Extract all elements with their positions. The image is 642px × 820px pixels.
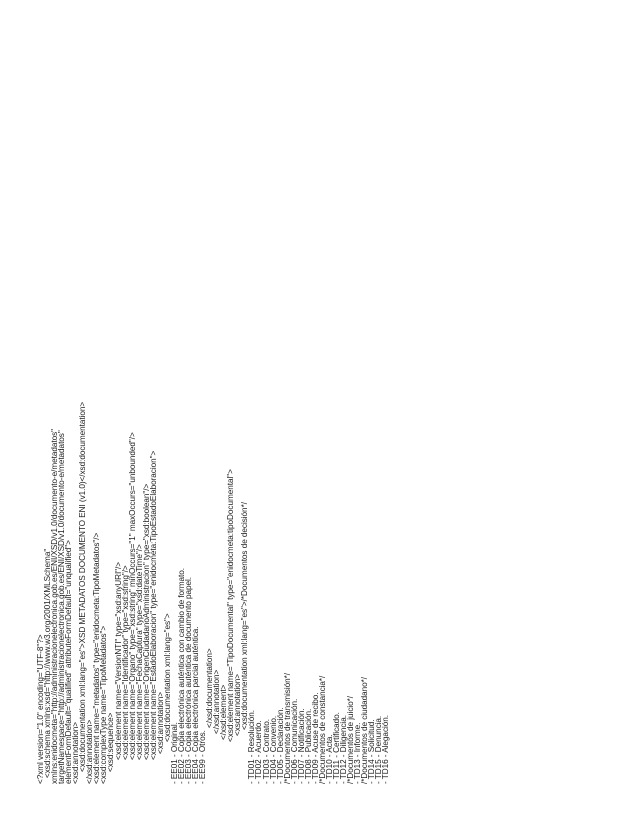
xml-declaration: <?xml version="1.0" encoding="UTF-8"?> (36, 634, 45, 784)
schema-open: <xsd:schema xmlns:xsd="http://www.w3.org/2001/XMLSchema" (43, 548, 53, 778)
tipo-item: - TD03 - Contrato. (261, 719, 271, 784)
tipo-item: - TD07 - Notificación. (296, 708, 306, 784)
element-version-nti: <xsd:element name="VersionNTI" type="xsd:anyURI"/> (113, 562, 123, 760)
element-origen: <xsd:element name="OrigenCiudadanoAdministracion" type="xsd:boolean"/> (141, 483, 151, 760)
annotation-close: </xsd:annotation> (85, 719, 95, 784)
tipo-item: - TD12 - Diligencia. (339, 715, 349, 784)
tipo-item: - TD05 - Declaración. (275, 707, 285, 784)
schema-ns-enidocmeta: xmlns:enidocmeta="http://administracionelectronica.gob.es/ENI/XSD/v1.0/documento-e/metadatos" (50, 428, 60, 784)
element-tipo-documental: <xsd:element name="TipoDocumental" type="enidocmeta:tipoDocumental"> (226, 469, 236, 742)
rotated-xsd-listing (37, 24, 389, 784)
annotation-open: <xsd:annotation> (71, 721, 81, 784)
estado-item: - EE99 - Otros. (198, 730, 208, 784)
estado-item: - EE02 - Copia electrónica auténtica con cambio de formato. (176, 568, 186, 784)
element-estado-elaboracion: <xsd:element name="EstadoElaboracion" type="enidocmeta:TipoEstadoElaboracion"> (148, 450, 158, 760)
tipo-annotation-open: <xsd:annotation> (233, 673, 243, 736)
tipo-item: - TD15 - Denuncia. (374, 715, 384, 784)
tipo-item: - TD08 - Publicación. (303, 708, 313, 784)
tipo-category-comment: /*Documentos de transmisión*/ (282, 673, 292, 784)
estado-documentation-close: </xsd:documentation> (205, 648, 215, 728)
tipo-item: - TD11 - Certificado. (331, 712, 341, 784)
tipo-item: - TD06 - Comunicación. (289, 698, 299, 784)
estado-element-close: </xsd:element> (219, 684, 229, 740)
tipo-item: - TD04 - Convenio. (268, 715, 278, 784)
estado-annotation-open: <xsd:annotation> (155, 691, 165, 754)
complex-type-open: <xsd:complexType name="TipoMetadatos"> (99, 625, 109, 784)
tipo-item: - TD02 - Acuerdo. (254, 720, 264, 784)
estado-item: - EE03 - Copia electrónica auténtica de documento papel. (183, 576, 193, 784)
schema-title-documentation: <xsd:documentation xml:lang="es">XSD METADATOS DOCUMENTO ENI (v1.0)</xsd:documentation> (78, 401, 88, 772)
tipo-category-comment: /*Documentos de constancia*/ (317, 675, 327, 784)
schema-target-namespace: targetNamespace="http://administracionelectronica.gob.es/ENI/XSD/v1.0/documento-e/metadatos" (57, 430, 67, 784)
schema-form-defaults: elementFormDefault="qualified" attributeFormDefault="unqualified"> (64, 540, 74, 784)
tipo-item: - TD01 - Resolución. (247, 710, 257, 784)
tipo-item: - TD16 - Alegación. (381, 715, 391, 784)
element-organo: <xsd:element name="Organo" type="xsd:string" minOccurs="1" maxOccurs="unbounded"/> (127, 432, 137, 760)
tipo-item: - TD10 - Acta. (324, 734, 334, 784)
tipo-item: - TD09 - Acuse de recibo. (310, 692, 320, 784)
estado-documentation-open: <xsd:documentation xml:lang="es"> (162, 613, 172, 742)
estado-annotation-close: </xsd:annotation> (212, 669, 222, 734)
tipo-category-comment: /*Documentos de ciudadano*/ (360, 677, 370, 784)
element-identificador: <xsd:element name="Identificador" type="xsd:string"/> (120, 565, 130, 760)
tipo-documentation-open: <xsd:documentation xml:lang="es">/*Documentos de decisión*/ (240, 502, 250, 730)
tipo-item: - TD13 - Informe. (353, 722, 363, 784)
element-fecha-captura: <xsd:element name="FechaCaptura" type="xsd:dateTime"/> (134, 544, 144, 760)
tipo-item: - TD14 - Solicitud. (367, 719, 377, 784)
estado-item: - EE04 - Copia electrónica parcial auténtica. (191, 626, 201, 784)
tipo-category-comment: /*Documentos de juicio*/ (346, 696, 356, 784)
metadatos-element: <xsd:element name="metadatos" type="enidocmeta:TipoMetadatos"/> (92, 532, 102, 784)
sequence-open: <xsd:sequence> (106, 712, 116, 772)
estado-item: - EE01 - Original. (169, 722, 179, 784)
